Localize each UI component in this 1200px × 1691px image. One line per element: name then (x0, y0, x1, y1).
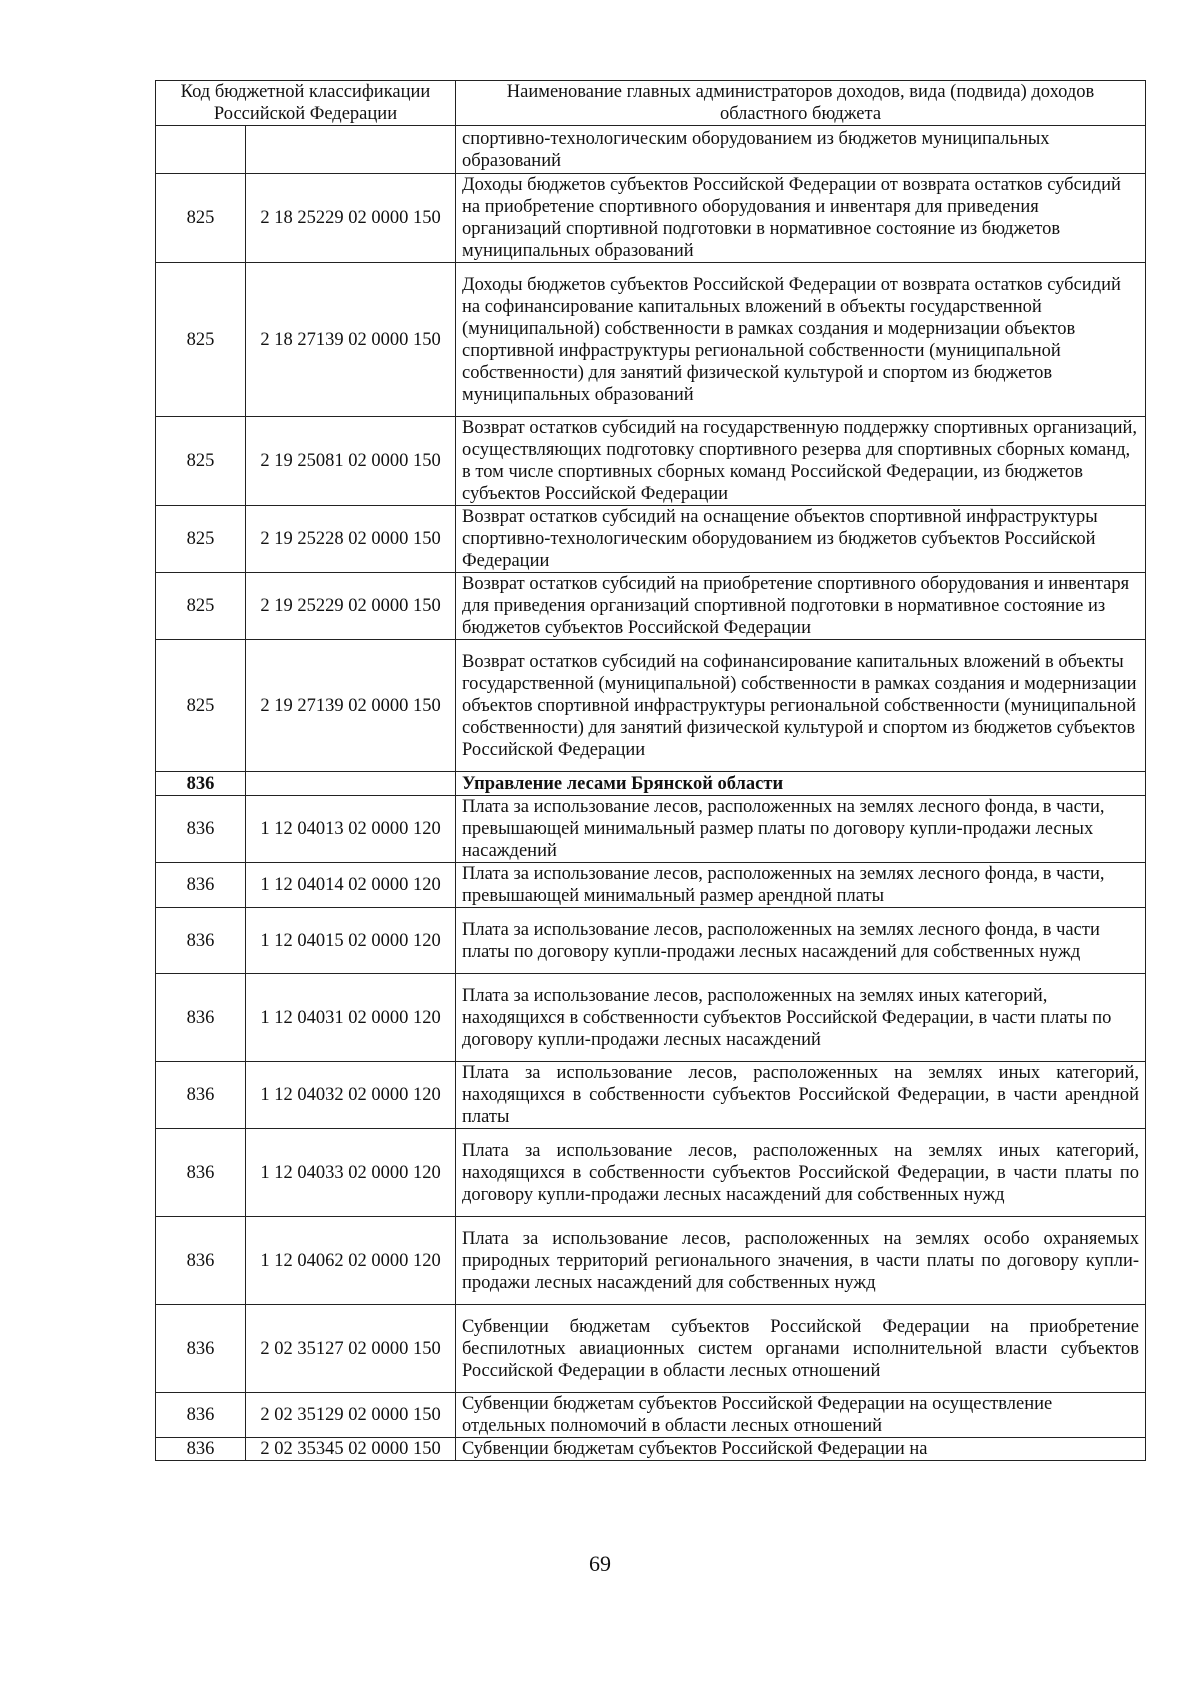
revenue-name-cell: Плата за использование лесов, расположенных на землях иных категорий, находящихся в собственности субъектов Российской Федерации, в части платы по договору купли-продажи лесных насаждений для собственных нужд (456, 1129, 1146, 1217)
revenue-code-cell: 2 02 35129 02 0000 150 (246, 1393, 456, 1438)
administrator-code-cell: 836 (156, 1305, 246, 1393)
table-body (156, 81, 1146, 1461)
revenue-code-cell: 1 12 04014 02 0000 120 (246, 863, 456, 908)
administrator-code-cell: 836 (156, 863, 246, 908)
revenue-code-cell: 2 19 27139 02 0000 150 (246, 640, 456, 772)
administrator-code-cell: 836 (156, 908, 246, 974)
table-row (156, 417, 1146, 506)
table-row (156, 1305, 1146, 1393)
administrator-code-cell: 836 (156, 974, 246, 1062)
table-row (156, 796, 1146, 863)
name-column-header: Наименование главных администраторов доходов, вида (подвида) доходов областного бюджета (456, 81, 1146, 126)
revenue-code-cell: 1 12 04015 02 0000 120 (246, 908, 456, 974)
table-row (156, 174, 1146, 263)
table-header-row (156, 81, 1146, 126)
table-row (156, 506, 1146, 573)
table-row (156, 1217, 1146, 1305)
revenue-name-cell: Субвенции бюджетам субъектов Российской Федерации на (456, 1438, 1146, 1461)
revenue-name-cell: Субвенции бюджетам субъектов Российской Федерации на осуществление отдельных полномочий в области лесных отношений (456, 1393, 1146, 1438)
revenue-code-cell (246, 126, 456, 174)
revenue-name-cell: Плата за использование лесов, расположенных на землях иных категорий, находящихся в собственности субъектов Российской Федерации, в части платы по договору купли-продажи лесных насаждений (456, 974, 1146, 1062)
administrator-code-cell: 836 (156, 1393, 246, 1438)
revenue-name-cell: Возврат остатков субсидий на софинансирование капитальных вложений в объекты государственной (муниципальной) собственности в рамках создания и модернизации объектов спортивной инфраструктуры региональной собственности (муниципальной собственности) для занятий физической культурой и спортом из бюджетов субъектов Российской Федерации (456, 640, 1146, 772)
administrator-code-cell: 836 (156, 772, 246, 796)
revenue-name-cell: Плата за использование лесов, расположенных на землях особо охраняемых природных территорий регионального значения, в части платы по договору купли-продажи лесных насаждений для собственных нужд (456, 1217, 1146, 1305)
table-row (156, 573, 1146, 640)
table-row (156, 1129, 1146, 1217)
table-row (156, 126, 1146, 174)
revenue-code-cell: 2 02 35345 02 0000 150 (246, 1438, 456, 1461)
revenue-name-cell: Возврат остатков субсидий на оснащение объектов спортивной инфраструктуры спортивно-технологическим оборудованием из бюджетов субъектов Российской Федерации (456, 506, 1146, 573)
revenue-name-cell: Доходы бюджетов субъектов Российской Федерации от возврата остатков субсидий на приобретение спортивного оборудования и инвентаря для приведения организаций спортивной подготовки в нормативное состояние из бюджетов муниципальных образований (456, 174, 1146, 263)
table-row (156, 640, 1146, 772)
revenue-name-cell: Субвенции бюджетам субъектов Российской Федерации на приобретение беспилотных авиационных систем органами исполнительной власти субъектов Российской Федерации в области лесных отношений (456, 1305, 1146, 1393)
administrator-code-cell (156, 126, 246, 174)
page-number: 69 (589, 1551, 611, 1576)
revenue-code-cell: 1 12 04032 02 0000 120 (246, 1062, 456, 1129)
table-row (156, 263, 1146, 417)
revenue-name-cell: Плата за использование лесов, расположенных на землях иных категорий, находящихся в собственности субъектов Российской Федерации, в части арендной платы (456, 1062, 1146, 1129)
administrator-code-cell: 825 (156, 174, 246, 263)
table-row (156, 1438, 1146, 1461)
revenue-code-cell: 1 12 04033 02 0000 120 (246, 1129, 456, 1217)
document-page (155, 80, 1145, 1461)
revenue-code-cell: 2 19 25228 02 0000 150 (246, 506, 456, 573)
revenue-name-cell: Управление лесами Брянской области (456, 772, 1146, 796)
revenue-code-cell: 2 18 25229 02 0000 150 (246, 174, 456, 263)
administrator-code-cell: 836 (156, 1062, 246, 1129)
code-column-header: Код бюджетной классификации Российской Федерации (156, 81, 456, 126)
revenue-name-cell: спортивно-технологическим оборудованием из бюджетов муниципальных образований (456, 126, 1146, 174)
revenue-code-cell: 1 12 04031 02 0000 120 (246, 974, 456, 1062)
revenue-code-cell: 2 19 25081 02 0000 150 (246, 417, 456, 506)
revenue-name-cell: Возврат остатков субсидий на государственную поддержку спортивных организаций, осуществляющих подготовку спортивного резерва для спортивных сборных команд, в том числе спортивных сборных команд Российской Федерации, из бюджетов субъектов Российской Федерации (456, 417, 1146, 506)
revenue-code-cell: 1 12 04062 02 0000 120 (246, 1217, 456, 1305)
administrator-code-cell: 836 (156, 1438, 246, 1461)
administrator-code-cell: 825 (156, 573, 246, 640)
revenue-code-cell: 2 02 35127 02 0000 150 (246, 1305, 456, 1393)
revenue-code-cell: 2 19 25229 02 0000 150 (246, 573, 456, 640)
revenue-name-cell: Плата за использование лесов, расположенных на землях лесного фонда, в части, превышающей минимальный размер арендной платы (456, 863, 1146, 908)
administrator-code-cell: 836 (156, 1129, 246, 1217)
revenue-name-cell: Возврат остатков субсидий на приобретение спортивного оборудования и инвентаря для приведения организаций спортивной подготовки в нормативное состояние из бюджетов субъектов Российской Федерации (456, 573, 1146, 640)
revenue-code-cell (246, 772, 456, 796)
administrator-code-cell: 825 (156, 640, 246, 772)
table-row (156, 908, 1146, 974)
administrator-code-cell: 825 (156, 506, 246, 573)
revenue-name-cell: Плата за использование лесов, расположенных на землях лесного фонда, в части, превышающей минимальный размер платы по договору купли-продажи лесных насаждений (456, 796, 1146, 863)
revenue-name-cell: Плата за использование лесов, расположенных на землях лесного фонда, в части платы по договору купли-продажи лесных насаждений для собственных нужд (456, 908, 1146, 974)
table-row (156, 1062, 1146, 1129)
administrator-code-cell: 825 (156, 417, 246, 506)
table-row (156, 863, 1146, 908)
table-row (156, 1393, 1146, 1438)
budget-classification-table (155, 80, 1146, 1461)
table-row (156, 772, 1146, 796)
administrator-code-cell: 825 (156, 263, 246, 417)
administrator-code-cell: 836 (156, 1217, 246, 1305)
table-row (156, 974, 1146, 1062)
revenue-code-cell: 2 18 27139 02 0000 150 (246, 263, 456, 417)
administrator-code-cell: 836 (156, 796, 246, 863)
revenue-code-cell: 1 12 04013 02 0000 120 (246, 796, 456, 863)
revenue-name-cell: Доходы бюджетов субъектов Российской Федерации от возврата остатков субсидий на софинансирование капитальных вложений в объекты государственной (муниципальной) собственности в рамках создания и модернизации объектов спортивной инфраструктуры региональной собственности (муниципальной собственности) для занятий физической культурой и спортом из бюджетов муниципальных образований (456, 263, 1146, 417)
